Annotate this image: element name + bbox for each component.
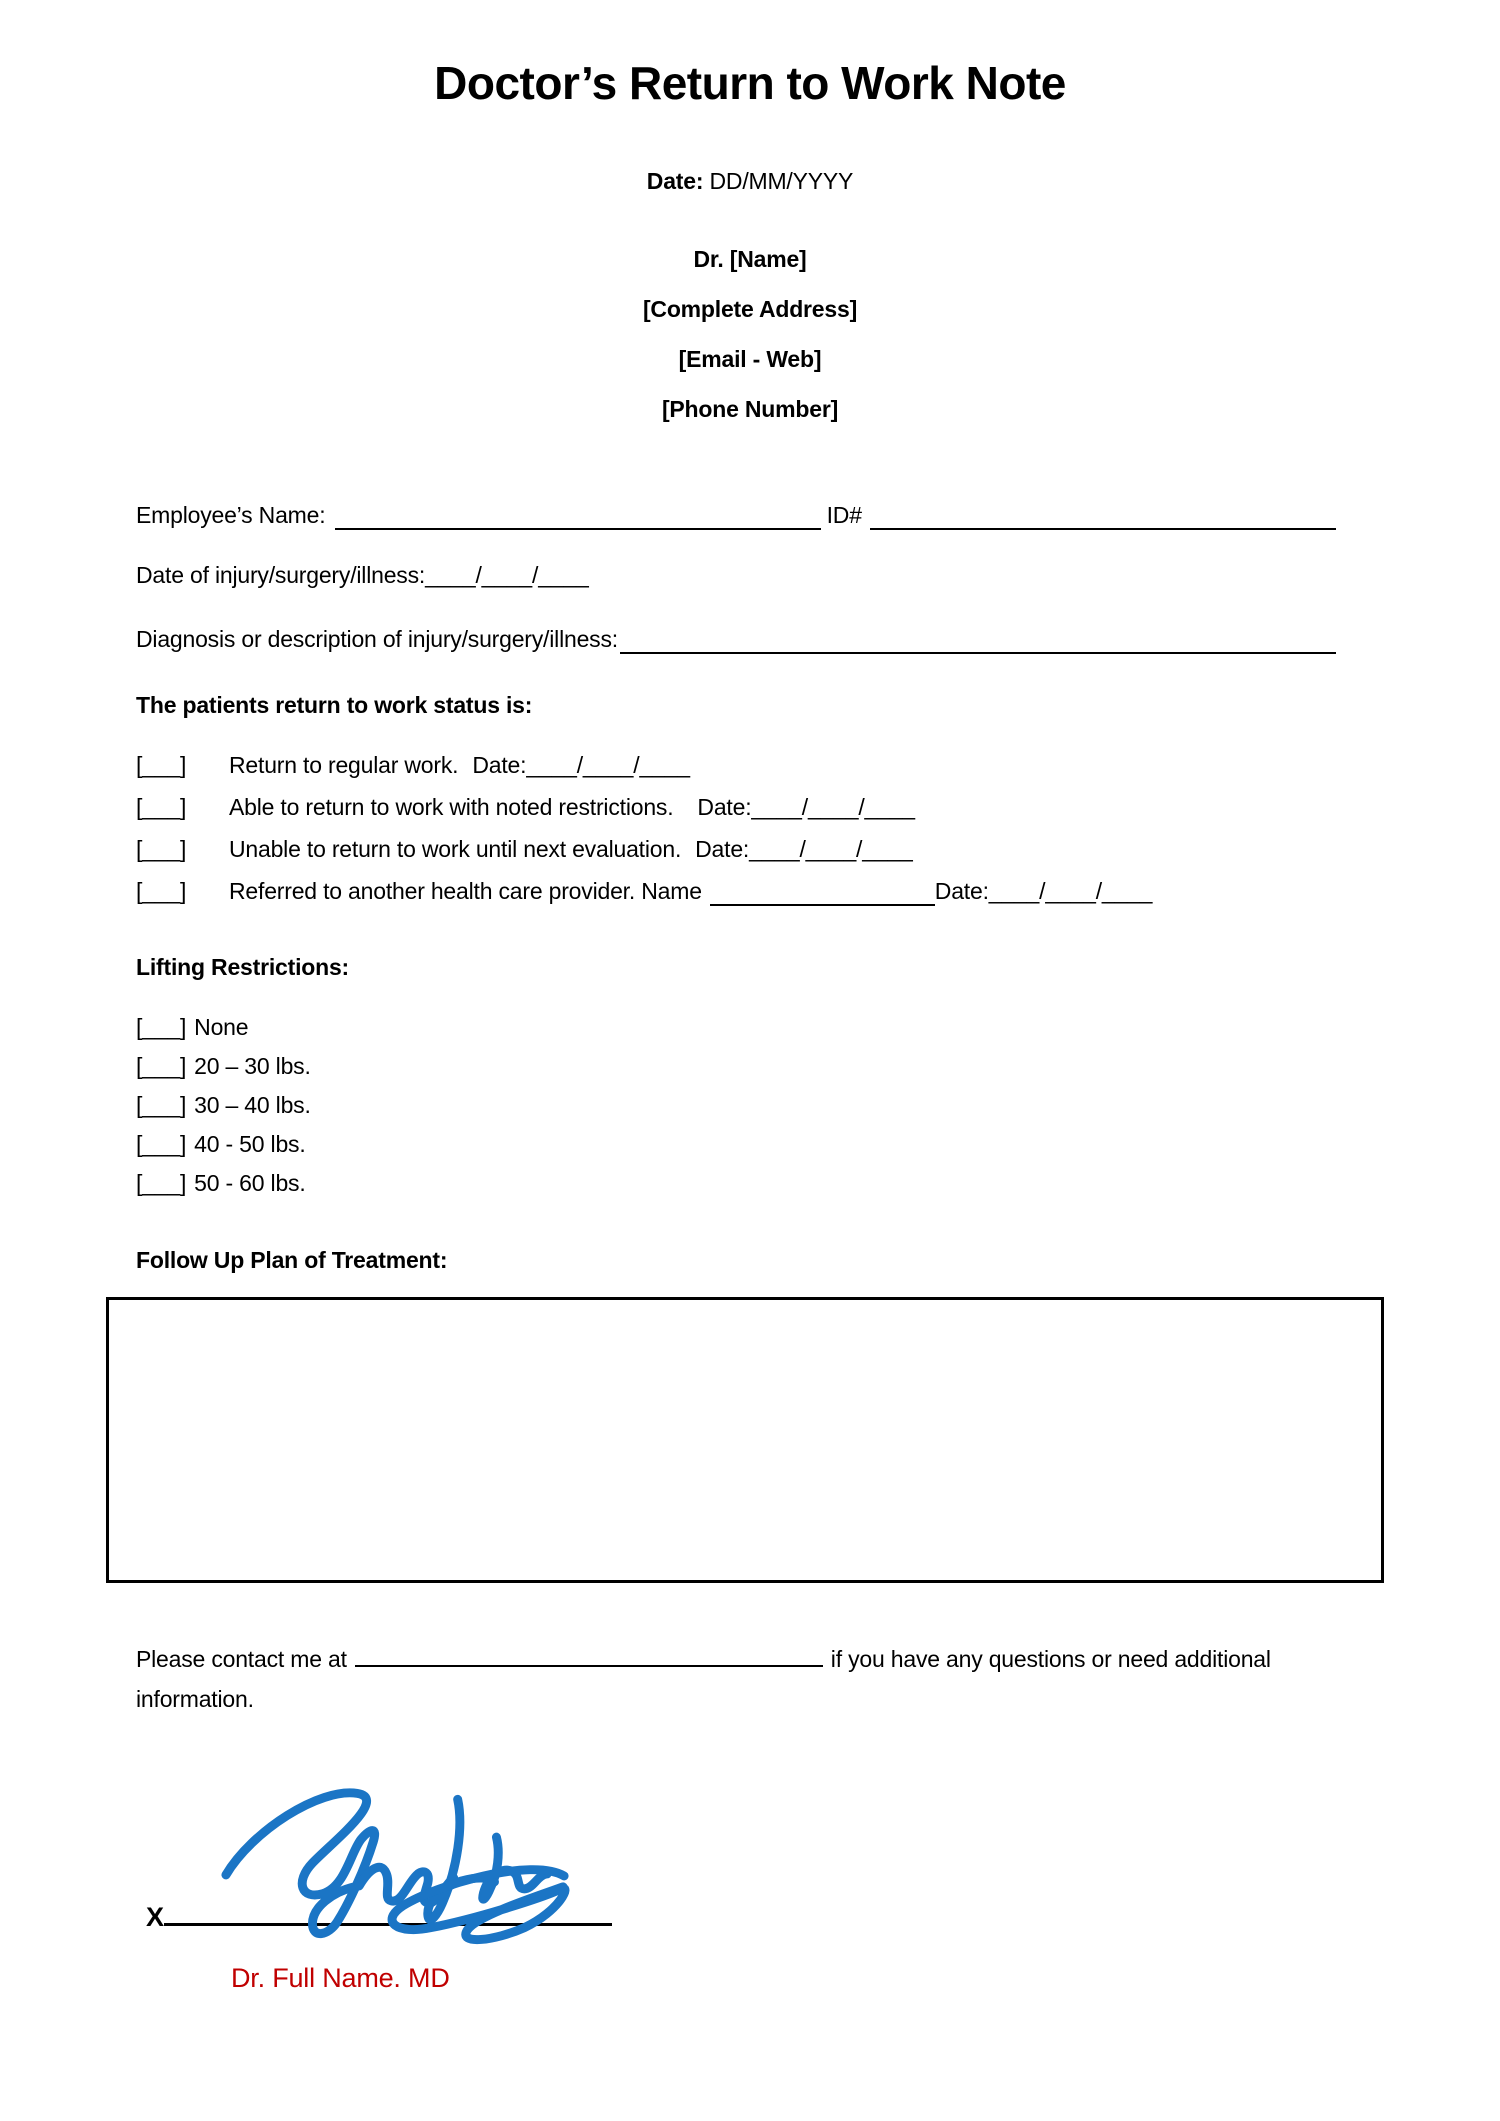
status-date-blank[interactable]: ____/____/____ (749, 836, 913, 862)
checkbox-referred-provider[interactable]: [___] (136, 878, 187, 904)
contact-paragraph (136, 1637, 1366, 1719)
employee-id-label: ID# (826, 502, 862, 528)
doctor-name-line: Dr. [Name] (693, 246, 807, 272)
lifting-section-heading: Lifting Restrictions: (136, 954, 350, 980)
status-section-heading: The patients return to work status is: (136, 692, 533, 718)
form-body (136, 500, 1336, 1993)
status-date-label: Date: (695, 836, 750, 862)
status-option-label: Unable to return to work until next evaluation. (229, 836, 682, 862)
status-date-label: Date: (697, 794, 752, 820)
lifting-option-50-60 (136, 1168, 1336, 1198)
date-value: DD/MM/YYYY (703, 168, 854, 194)
status-date-blank[interactable]: ____/____/____ (526, 752, 690, 778)
checkbox-unable-to-return[interactable]: [___] (136, 836, 187, 862)
lifting-option-20-30 (136, 1051, 1336, 1081)
contact-line-1 (136, 1646, 1271, 1672)
status-option-referred-provider (136, 876, 1336, 906)
checkbox-lifting-20-30[interactable]: [___] (136, 1053, 187, 1079)
status-option-label: Return to regular work. (229, 752, 459, 778)
diagnosis-row (136, 624, 1336, 654)
checkbox-lifting-none[interactable]: [___] (136, 1014, 187, 1040)
document-date-line (0, 166, 1500, 196)
checkbox-lifting-40-50[interactable]: [___] (136, 1131, 187, 1157)
page-title: Doctor’s Return to Work Note (434, 57, 1066, 109)
status-date-label: Date: (472, 752, 527, 778)
lifting-option-30-40 (136, 1090, 1336, 1120)
status-option-regular-work (136, 750, 1336, 780)
diagnosis-blank[interactable] (620, 626, 1336, 654)
employee-name-row (136, 500, 1336, 530)
status-option-label: Referred to another health care provider. Name (229, 878, 702, 904)
signature-line[interactable] (164, 1895, 612, 1926)
provider-name-blank[interactable] (710, 878, 935, 906)
lifting-option-label: 50 - 60 lbs. (194, 1170, 306, 1196)
injury-date-blank[interactable]: ____/____/____ (425, 562, 589, 588)
employee-id-blank[interactable] (870, 502, 1336, 530)
checkbox-lifting-30-40[interactable]: [___] (136, 1092, 187, 1118)
signature-row (146, 1895, 1336, 1932)
contact-text-before: Please contact me at (136, 1646, 347, 1672)
lifting-option-label: 20 – 30 lbs. (194, 1053, 311, 1079)
doctor-phone-line: [Phone Number] (661, 396, 839, 422)
lifting-option-label: 40 - 50 lbs. (194, 1131, 306, 1157)
contact-text-after: if you have any questions or need additional (830, 1646, 1271, 1672)
signature-x-label: X (146, 1902, 164, 1932)
status-option-unable-to-return (136, 834, 1336, 864)
diagnosis-label: Diagnosis or description of injury/surgery/illness: (136, 626, 618, 652)
lifting-option-none (136, 1012, 1336, 1042)
doctor-email-web-line: [Email - Web] (678, 346, 822, 372)
status-date-blank[interactable]: ____/____/____ (751, 794, 915, 820)
employee-name-blank[interactable] (335, 502, 820, 530)
doctor-printed-name: Dr. Full Name. MD (231, 1963, 450, 1993)
status-date-blank[interactable]: ____/____/____ (988, 878, 1153, 904)
followup-section-heading: Follow Up Plan of Treatment: (136, 1247, 448, 1273)
injury-date-row (136, 560, 1336, 590)
status-date-label: Date: (934, 878, 989, 904)
checkbox-lifting-50-60[interactable]: [___] (136, 1170, 187, 1196)
date-label: Date: (646, 168, 704, 194)
lifting-option-label: 30 – 40 lbs. (194, 1092, 311, 1118)
followup-plan-textbox[interactable] (106, 1297, 1384, 1583)
injury-date-label: Date of injury/surgery/illness: (136, 562, 426, 588)
employee-name-label: Employee’s Name: (136, 502, 326, 528)
status-option-noted-restrictions (136, 792, 1336, 822)
lifting-option-label: None (194, 1014, 249, 1040)
checkbox-regular-work[interactable]: [___] (136, 752, 187, 778)
doctor-address-line: [Complete Address] (642, 296, 858, 322)
lifting-option-40-50 (136, 1129, 1336, 1159)
status-option-label: Able to return to work with noted restrictions. (229, 794, 674, 820)
contact-info-blank[interactable] (355, 1637, 823, 1667)
contact-line-2: information. (136, 1686, 254, 1712)
checkbox-noted-restrictions[interactable]: [___] (136, 794, 187, 820)
